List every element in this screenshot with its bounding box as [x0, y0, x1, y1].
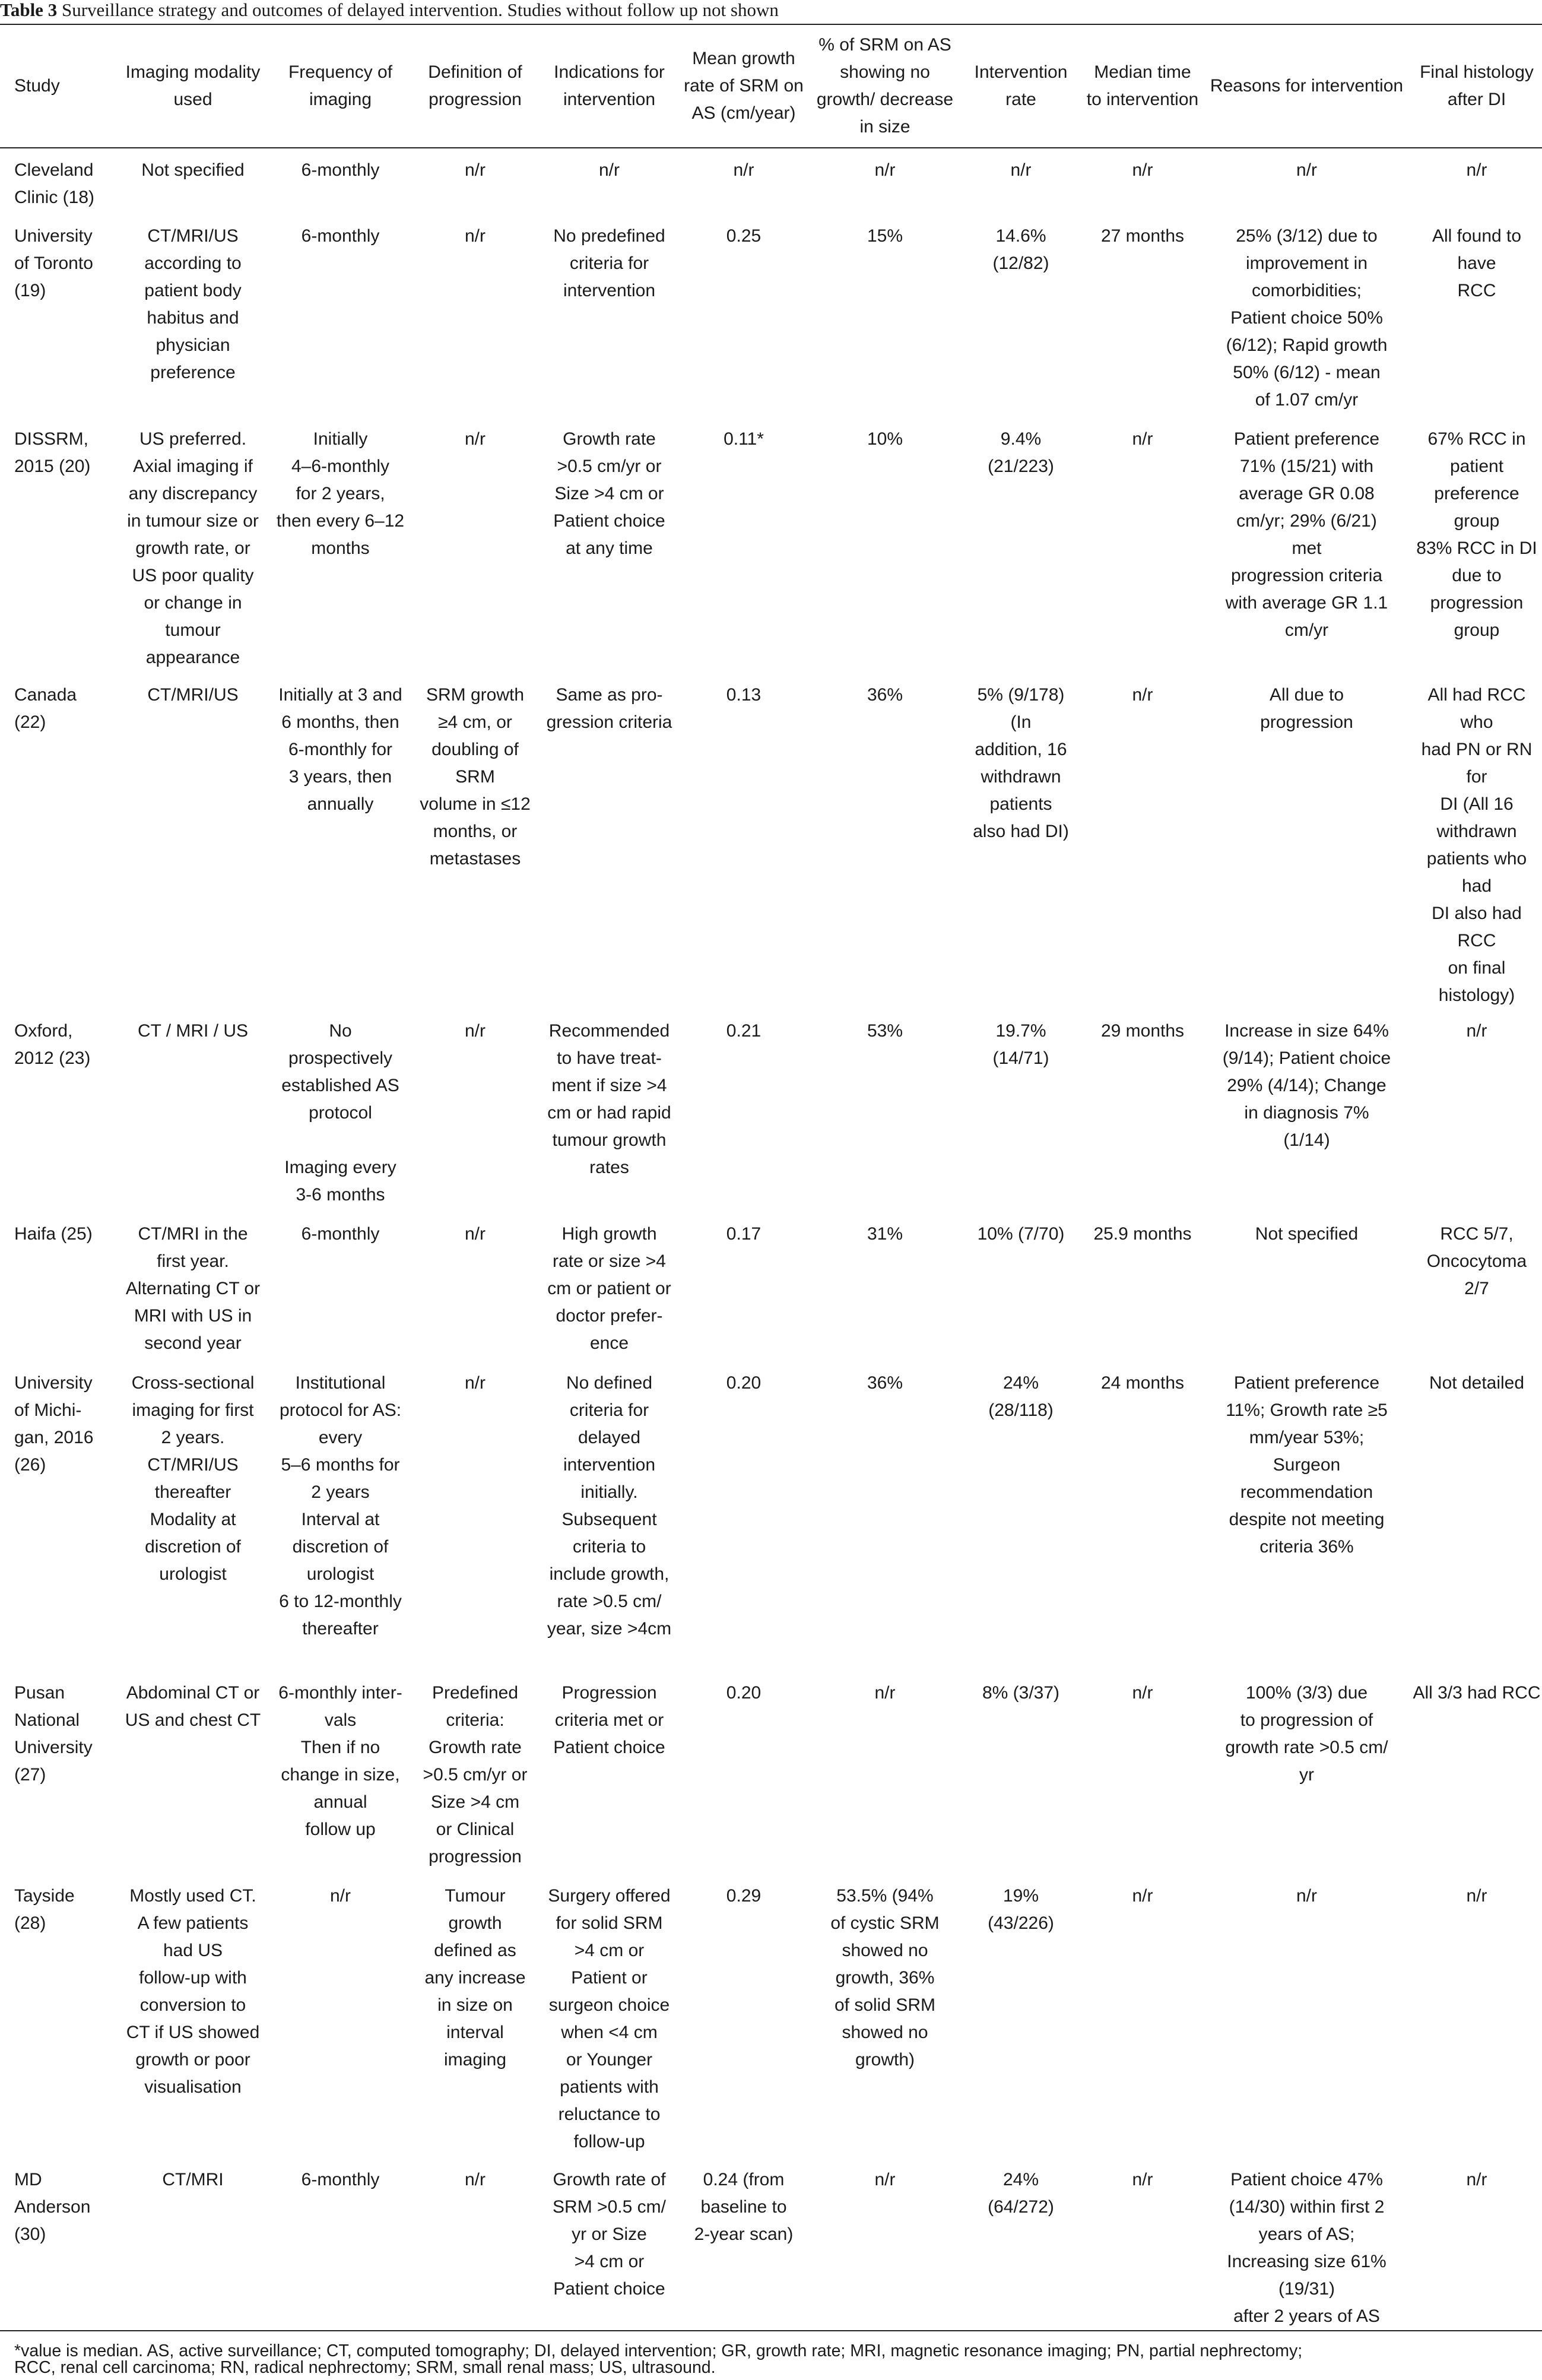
cell-study: University of Michi- gan, 2016 (26) — [14, 1373, 94, 1475]
cell-intervention-rate: 19% (43/226) — [988, 1886, 1054, 1933]
cell-intervention-rate: 10% (7/70) — [977, 1224, 1065, 1244]
cell-intervention-indications: Surgery offered for solid SRM >4 cm or Patient or surgeon choice when <4 cm or Younger patients with reluctance to follow-up — [548, 1886, 671, 2151]
cell-imaging-modality: CT/MRI — [162, 2170, 224, 2189]
cell-imaging-frequency: n/r — [329, 1886, 351, 1906]
cell-final-histology: n/r — [1466, 160, 1487, 180]
cell-intervention-reasons: Patient preference 11%; Growth rate ≥5 mm/year 53%; Surgeon recommendation despite not meeting criteria 36% — [1226, 1373, 1388, 1557]
column-header-intervention-reasons: Reasons for intervention — [1210, 76, 1404, 96]
cell-progression-definition: n/r — [464, 2170, 486, 2189]
cell-final-histology: All found to have RCC — [1432, 226, 1522, 300]
cell-imaging-modality: CT/MRI/US — [147, 685, 239, 705]
cell-final-histology: n/r — [1466, 1886, 1487, 1906]
cell-progression-definition: n/r — [464, 226, 486, 246]
cell-intervention-reasons: 100% (3/3) due to progression of growth rate >0.5 cm/ yr — [1225, 1683, 1388, 1785]
cell-imaging-frequency: No prospectively established AS protocol Imaging every 3-6 months — [281, 1021, 399, 1205]
cell-median-time: n/r — [1132, 1886, 1153, 1906]
cell-progression-definition: Predefined criteria: Growth rate >0.5 cm/yr or Size >4 cm or Clinical progression — [423, 1683, 528, 1866]
cell-median-time: n/r — [1132, 685, 1153, 705]
table-caption — [0, 0, 1542, 20]
cell-no-growth-percent: n/r — [874, 2170, 896, 2189]
cell-progression-definition: n/r — [464, 160, 486, 180]
table-caption-text: Surveillance strategy and outcomes of delayed intervention. Studies without follow up not shown — [61, 0, 779, 20]
cell-study: University of Toronto (19) — [14, 226, 93, 300]
cell-final-histology: n/r — [1466, 2170, 1487, 2189]
column-header-final-histology: Final histology after DI — [1420, 62, 1534, 109]
cell-imaging-modality: CT / MRI / US — [137, 1021, 249, 1041]
cell-intervention-rate: 8% (3/37) — [982, 1683, 1060, 1703]
cell-imaging-frequency: 6-monthly — [301, 160, 380, 180]
column-header-intervention-indications: Indications for intervention — [554, 62, 665, 109]
cell-intervention-indications: n/r — [598, 160, 620, 180]
cell-no-growth-percent: 15% — [867, 226, 903, 246]
cell-median-time: 24 months — [1100, 1373, 1185, 1393]
cell-intervention-rate: 19.7% (14/71) — [992, 1021, 1049, 1068]
cell-study: Oxford, 2012 (23) — [14, 1021, 91, 1068]
column-header-median-time: Median time to intervention — [1086, 62, 1199, 109]
table-row — [0, 673, 1542, 1009]
table-header-row — [0, 24, 1542, 148]
cell-intervention-rate: n/r — [1010, 160, 1032, 180]
column-header-imaging-modality: Imaging modality used — [125, 62, 261, 109]
cell-mean-growth-rate: 0.20 — [726, 1373, 762, 1393]
table-footnote: *value is median. AS, active surveillance; CT, computed tomography; DI, delayed intervention; GR, growth rate; MRI, magnetic resonance imaging; PN, partial nephrectomy; RCC, renal cell carcinoma; RN, radical nephrectomy; SRM, small renal mass; US, ultrasound. — [14, 2343, 1303, 2376]
cell-progression-definition: n/r — [464, 1373, 486, 1393]
cell-median-time: 27 months — [1100, 226, 1185, 246]
cell-no-growth-percent: n/r — [874, 160, 896, 180]
table-row — [0, 2158, 1542, 2331]
cell-study: Haifa (25) — [14, 1224, 93, 1244]
cell-imaging-modality: CT/MRI/US according to patient body habitus and physician preference — [144, 226, 242, 382]
cell-final-histology: Not detailed — [1429, 1373, 1525, 1393]
cell-intervention-indications: Same as pro- gression criteria — [546, 685, 672, 732]
cell-imaging-modality: Mostly used CT. A few patients had US follow-up with conversion to CT if US showed growth or poor visualisation — [126, 1886, 260, 2097]
cell-study: MD Anderson (30) — [14, 2170, 91, 2244]
table-row — [0, 1361, 1542, 1671]
cell-progression-definition: SRM growth ≥4 cm, or doubling of SRM volume in ≤12 months, or metastases — [420, 685, 531, 869]
cell-intervention-indications: No predefined criteria for intervention — [553, 226, 665, 300]
cell-study: DISSRM, 2015 (20) — [14, 429, 91, 476]
cell-median-time: n/r — [1132, 160, 1153, 180]
cell-final-histology: n/r — [1466, 1021, 1487, 1041]
cell-imaging-frequency: 6-monthly — [301, 1224, 380, 1244]
cell-imaging-frequency: Initially 4–6-monthly for 2 years, then every 6–12 months — [276, 429, 405, 558]
cell-intervention-rate: 14.6% (12/82) — [992, 226, 1049, 273]
cell-median-time: n/r — [1132, 1683, 1153, 1703]
cell-intervention-indications: Growth rate of SRM >0.5 cm/ yr or Size >4 cm or Patient choice — [553, 2170, 666, 2299]
cell-imaging-frequency: 6-monthly — [301, 226, 380, 246]
table-header — [0, 24, 1542, 148]
cell-median-time: n/r — [1132, 2170, 1153, 2189]
cell-imaging-frequency: Institutional protocol for AS: every 5–6 months for 2 years Interval at discretion of urologist 6 to 12-monthly thereafter — [279, 1373, 402, 1639]
cell-mean-growth-rate: 0.21 — [726, 1021, 762, 1041]
cell-intervention-rate: 24% (28/118) — [988, 1373, 1054, 1420]
cell-mean-growth-rate: 0.20 — [726, 1683, 762, 1703]
cell-mean-growth-rate: n/r — [733, 160, 754, 180]
cell-final-histology: RCC 5/7, Oncocytoma 2/7 — [1426, 1224, 1527, 1298]
cell-study: Tayside (28) — [14, 1886, 75, 1933]
cell-study: Pusan National University (27) — [14, 1683, 93, 1785]
cell-imaging-modality: US preferred. Axial imaging if any discrepancy in tumour size or growth rate, or US poor quality or change in tumour appearance — [127, 429, 259, 667]
cell-mean-growth-rate: 0.29 — [726, 1886, 762, 1906]
cell-mean-growth-rate: 0.11* — [724, 429, 764, 449]
cell-imaging-frequency: 6-monthly — [301, 2170, 380, 2189]
cell-mean-growth-rate: 0.17 — [726, 1224, 762, 1244]
cell-mean-growth-rate: 0.13 — [726, 685, 762, 705]
column-header-imaging-frequency: Frequency of imaging — [288, 62, 393, 109]
table-row — [0, 417, 1542, 673]
cell-no-growth-percent: 53% — [867, 1021, 903, 1041]
cell-median-time: 25.9 months — [1093, 1224, 1192, 1244]
cell-no-growth-percent: 36% — [867, 685, 903, 705]
cell-final-histology: All 3/3 had RCC — [1413, 1683, 1541, 1703]
cell-intervention-reasons: Patient choice 47% (14/30) within first 2 years of AS; Increasing size 61% (19/31) after 2 years of AS — [1227, 2170, 1386, 2326]
cell-intervention-rate: 24% (64/272) — [988, 2170, 1054, 2217]
cell-mean-growth-rate: 0.25 — [726, 226, 762, 246]
cell-intervention-reasons: n/r — [1296, 160, 1317, 180]
surveillance-table — [0, 24, 1542, 2331]
table-row — [0, 1009, 1542, 1212]
cell-progression-definition: Tumour growth defined as any increase in size on interval imaging — [424, 1886, 526, 2070]
cell-intervention-reasons: Patient preference 71% (15/21) with average GR 0.08 cm/yr; 29% (6/21) met progression criteria with average GR 1.1 cm/yr — [1225, 429, 1388, 640]
cell-intervention-indications: High growth rate or size >4 cm or patient or doctor prefer- ence — [547, 1224, 671, 1353]
cell-intervention-reasons: 25% (3/12) due to improvement in comorbidities; Patient choice 50% (6/12); Rapid growth 50% (6/12) - mean of 1.07 cm/yr — [1226, 226, 1388, 410]
cell-imaging-modality: Abdominal CT or US and chest CT — [125, 1683, 261, 1730]
cell-progression-definition: n/r — [464, 429, 486, 449]
table-row — [0, 148, 1542, 214]
column-header-no-growth-percent: % of SRM on AS showing no growth/ decrease in size — [816, 35, 954, 137]
cell-imaging-modality: CT/MRI in the first year. Alternating CT or MRI with US in second year — [125, 1224, 261, 1353]
cell-no-growth-percent: n/r — [874, 1683, 896, 1703]
cell-mean-growth-rate: 0.24 (from baseline to 2-year scan) — [694, 2170, 794, 2244]
cell-study: Canada (22) — [14, 685, 77, 732]
cell-progression-definition: n/r — [464, 1224, 486, 1244]
cell-progression-definition: n/r — [464, 1021, 486, 1041]
cell-imaging-modality: Cross-sectional imaging for first 2 years. CT/MRI/US thereafter Modality at discretion of urologist — [131, 1373, 255, 1584]
cell-intervention-indications: No defined criteria for delayed intervention initially. Subsequent criteria to include growth, rate >0.5 cm/ year, size >4cm — [547, 1373, 672, 1639]
table-row — [0, 1874, 1542, 2158]
cell-no-growth-percent: 36% — [867, 1373, 903, 1393]
cell-no-growth-percent: 31% — [867, 1224, 903, 1244]
column-header-mean-growth-rate: Mean growth rate of SRM on AS (cm/year) — [684, 49, 804, 123]
cell-intervention-rate: 9.4% (21/223) — [988, 429, 1054, 476]
cell-intervention-rate: 5% (9/178) (In addition, 16 withdrawn patients also had DI) — [973, 685, 1069, 841]
cell-imaging-frequency: Initially at 3 and 6 months, then 6-monthly for 3 years, then annually — [278, 685, 402, 814]
cell-imaging-frequency: 6-monthly inter- vals Then if no change in size, annual follow up — [278, 1683, 402, 1839]
cell-median-time: n/r — [1132, 429, 1153, 449]
cell-imaging-modality: Not specified — [141, 160, 245, 180]
cell-no-growth-percent: 10% — [867, 429, 903, 449]
cell-final-histology: 67% RCC in patient preference group 83% RCC in DI due to progression group — [1416, 429, 1537, 640]
cell-intervention-reasons: Increase in size 64% (9/14); Patient choice 29% (4/14); Change in diagnosis 7% (1/14) — [1222, 1021, 1391, 1150]
cell-intervention-indications: Recommended to have treat- ment if size >4 cm or had rapid tumour growth rates — [547, 1021, 671, 1177]
table-row — [0, 1212, 1542, 1361]
cell-no-growth-percent: 53.5% (94% of cystic SRM showed no growth, 36% of solid SRM showed no growth) — [830, 1886, 940, 2070]
cell-final-histology: All had RCC who had PN or RN for DI (All 16 withdrawn patients who had DI also had RCC on final histology) — [1421, 685, 1533, 1005]
cell-intervention-reasons: n/r — [1296, 1886, 1317, 1906]
column-header-study: Study — [14, 76, 60, 96]
table-caption-label: Table 3 — [0, 0, 58, 20]
table-body — [0, 148, 1542, 2331]
cell-study: Cleveland Clinic (18) — [14, 160, 95, 207]
cell-intervention-reasons: Not specified — [1255, 1224, 1359, 1244]
cell-median-time: 29 months — [1100, 1021, 1185, 1041]
table-row — [0, 1671, 1542, 1874]
cell-intervention-indications: Progression criteria met or Patient choice — [553, 1683, 665, 1757]
column-header-progression-definition: Definition of progression — [428, 62, 522, 109]
table-row — [0, 214, 1542, 417]
cell-intervention-indications: Growth rate >0.5 cm/yr or Size >4 cm or Patient choice at any time — [553, 429, 665, 558]
cell-intervention-reasons: All due to progression — [1260, 685, 1353, 732]
column-header-intervention-rate: Intervention rate — [974, 62, 1068, 109]
